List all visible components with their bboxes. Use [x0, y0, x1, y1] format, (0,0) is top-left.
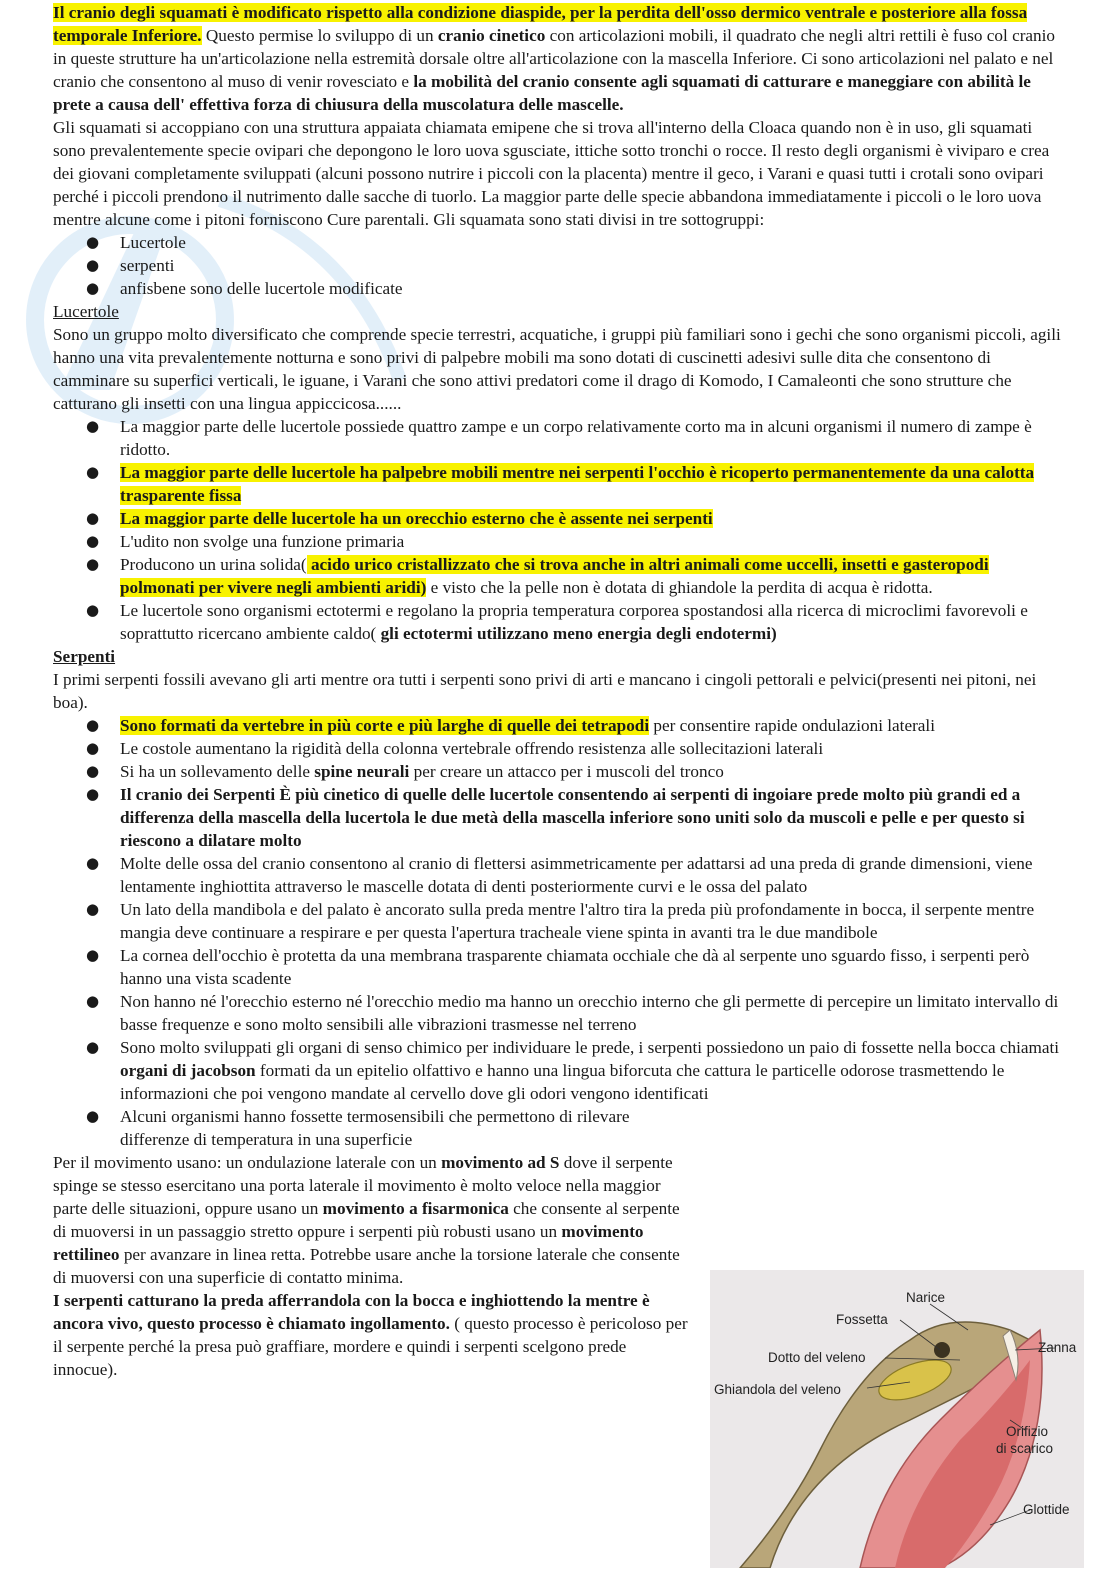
label-orifizio: Orifizio — [1006, 1424, 1049, 1439]
list-item: ● Alcuni organismi hanno fossette termosensibili che permettono di rilevare differenze di temperatura in una superficie — [120, 1105, 693, 1151]
label-narice: Narice — [906, 1290, 946, 1305]
list-item: ● Le lucertole sono organismi ectotermi e regolano la propria temperatura corporea spostandosi alla ricerca di microclimi favorevoli e soprattutto ricercano ambiente caldo( gli ectotermi utilizzano meno energia degli endotermi) — [120, 599, 1063, 645]
list-item: ● La cornea dell'occhio è protetta da una membrana trasparente chiamata occhiale che dà al serpente uno sguardo fisso, i serpenti però hanno una vista scadente — [120, 944, 1063, 990]
list-item: ● Non hanno né l'orecchio esterno né l'orecchio medio ma hanno un orecchio interno che gli permette di percepire un limitato intervallo di basse frequenze e sono molto sensibili alle vibrazioni trasmesse nel terreno — [120, 990, 1063, 1036]
list-item: ● L'udito non svolge una funzione primaria — [120, 530, 1063, 553]
snake-head-figure — [710, 1270, 1084, 1568]
label-dotto-del-veleno: Dotto del veleno — [768, 1350, 866, 1365]
list-item: ● serpenti — [120, 254, 1063, 277]
list-item: ● Un lato della mandibola e del palato è ancorato sulla preda mentre l'altro tira la preda più profondamente in bocca, il serpente mentre mangia deve continuare a respirare e per questa l'apertura tracheale viene spinta in avanti tra le due mandibole — [120, 898, 1063, 944]
movement-paragraph: Per il movimento usano: un ondulazione laterale con un movimento ad S dove il serpente spinge se stesso esercitano una porta laterale il movimento è molto veloce nella maggior parte delle situazioni, oppure usano un movimento a fisarmonica che consente al serpente di muoversi in un passaggio stretto oppure i serpenti più robusti usano un movimento rettilineo per avanzare in linea retta. Potrebbe usare anche la torsione laterale che consente di muoversi con una superficie di contatto minima. — [53, 1153, 680, 1287]
section-heading-serpenti: Serpenti — [53, 647, 116, 666]
list-item: ● Molte delle ossa del cranio consentono al cranio di flettersi asimmetricamente per adattarsi ad una preda di grande dimensioni, viene lentamente inghiottita attraverso le mascelle dotata di denti posteriormente curvi e le ossa del palato — [120, 852, 1063, 898]
list-item: ● Si ha un sollevamento delle spine neurali per creare un attacco per i muscoli del tronco — [120, 760, 1063, 783]
list-item: ● Il cranio dei Serpenti È più cinetico di quelle delle lucertole consentendo ai serpenti di ingoiare prede molto più grandi ed a differenza della mascella della lucertola le due metà della mascella inferiore sono uniti solo da muscoli e pelle e per questo si riescono a dilatare molto — [120, 783, 1063, 852]
label-ghiandola-del-veleno: Ghiandola del veleno — [714, 1382, 841, 1397]
list-item: ● La maggior parte delle lucertole possiede quattro zampe e un corpo relativamente corto ma in alcuni organismi il numero di zampe è ridotto. — [120, 415, 1063, 461]
subgroup-list — [53, 231, 1063, 300]
list-item: ● Sono formati da vertebre in più corte e più larghe di quelle dei tetrapodi per consentire rapide ondulazioni laterali — [120, 714, 1063, 737]
serpenti-list — [53, 714, 1063, 1151]
ingollamento-paragraph: I serpenti catturano la preda afferrandola con la bocca e inghiottendo la mentre è ancora vivo, questo processo è chiamato ingollamento. ( questo processo è pericoloso per il serpente perché la presa può graffiare, mordere e quindi i serpenti scelgono prede innocue). — [53, 1291, 688, 1379]
label-fossetta: Fossetta — [836, 1312, 888, 1327]
list-item: ● anfisbene sono delle lucertole modificate — [120, 277, 1063, 300]
intro-paragraph-2: Gli squamati si accoppiano con una struttura appaiata chiamata emipene che si trova all'interno della Cloaca quando non è in uso, gli squamati sono prevalentemente specie ovipari che depongono le loro uova sgusciate, ittiche sotto tronchi o rocce. Il resto degli organismi è viviparo e crea dei giovani completamente sviluppati (alcuni possono nutrire i piccoli con la placenta) mentre il geco, i Varani e quasi tutti i crotali sono ovipari perché i piccoli prendono il nutrimento dalle sacche di tuorlo. La maggior parte delle specie abbandona immediatamente i piccoli o le loro uova mentre alcune come i pitoni forniscono Cure parentali. Gli squamata sono stati divisi in tre sottogruppi: — [53, 118, 1050, 229]
document-page — [53, 0, 1063, 1381]
label-zanna: Zanna — [1038, 1340, 1077, 1355]
list-item: ● Lucertole — [120, 231, 1063, 254]
section-heading-lucertole: Lucertole — [53, 302, 119, 321]
snake-head-illustration — [710, 1270, 1084, 1568]
list-item: ● La maggior parte delle lucertole ha un orecchio esterno che è assente nei serpenti — [120, 507, 1063, 530]
intro-highlight: Il cranio degli squamati è modificato rispetto alla condizione diaspide, per la perdita dell'osso dermico ventrale e posteriore alla fossa temporale Inferiore. — [53, 3, 1028, 45]
list-item: ● Producono un urina solida( acido urico cristallizzato che si trova anche in altri animali come uccelli, insetti e gasteropodi polmonati per vivere negli ambienti aridi) e visto che la pelle non è dotata di ghiandole la perdita di acqua è ridotta. — [120, 553, 1063, 599]
lucertole-paragraph: Sono un gruppo molto diversificato che comprende specie terrestri, acquatiche, i gruppi più familiari sono i gechi che sono organismi piccoli, agili hanno una vita prevalentemente notturna e sono privi di palpebre mobili ma sono dotati di cuscinetti adesivi sulle dita che consentono di camminare su superfici verticali, le iguane, i Varani che sono attivi predatori come il drago di Komodo, I Camaleonti che sono strutture che catturano gli insetti con una lingua appiccicosa...... — [53, 325, 1061, 413]
list-item: ● Le costole aumentano la rigidità della colonna vertebrale offrendo resistenza alle sollecitazioni laterali — [120, 737, 1063, 760]
lucertole-list — [53, 415, 1063, 645]
serpenti-paragraph: I primi serpenti fossili avevano gli arti mentre ora tutti i serpenti sono privi di arti e mancano i cingoli pettorali e pelvici(presenti nei pitoni, nei boa). — [53, 670, 1037, 712]
list-item: ● La maggior parte delle lucertole ha palpebre mobili mentre nei serpenti l'occhio è ricoperto permanentemente da una calotta trasparente fissa — [120, 461, 1063, 507]
label-glottide: Glottide — [1023, 1502, 1070, 1517]
list-item: ● Sono molto sviluppati gli organi di senso chimico per individuare le prede, i serpenti possiedono un paio di fossette nella bocca chiamati organi di jacobson formati da un epitelio olfattivo e hanno una lingua biforcuta che cattura le particelle odorose trasmettendo le informazioni che poi vengono mandate al cervello dove gli odori vengono identificati — [120, 1036, 1063, 1105]
intro-paragraph-1: Il cranio degli squamati è modificato rispetto alla condizione diaspide, per la perdita dell'osso dermico ventrale e posteriore alla fossa temporale Inferiore. Questo permise lo sviluppo di un cranio cinetico con articolazioni mobili, il quadrato che negli altri rettili è fuso col cranio in queste strutture ha un'articolazione nella estremità dorsale oltre all'articolazione con la mascella Inferiore. Ci sono articolazioni nel palato e nel cranio che consentono al muso di venir rovesciato e la mobilità del cranio consente agli squamati di catturare e maneggiare con abilità le prete a causa dell' effettiva forza di chiusura della muscolatura delle mascelle. — [53, 3, 1056, 114]
label-di-scarico: di scarico — [996, 1441, 1054, 1456]
